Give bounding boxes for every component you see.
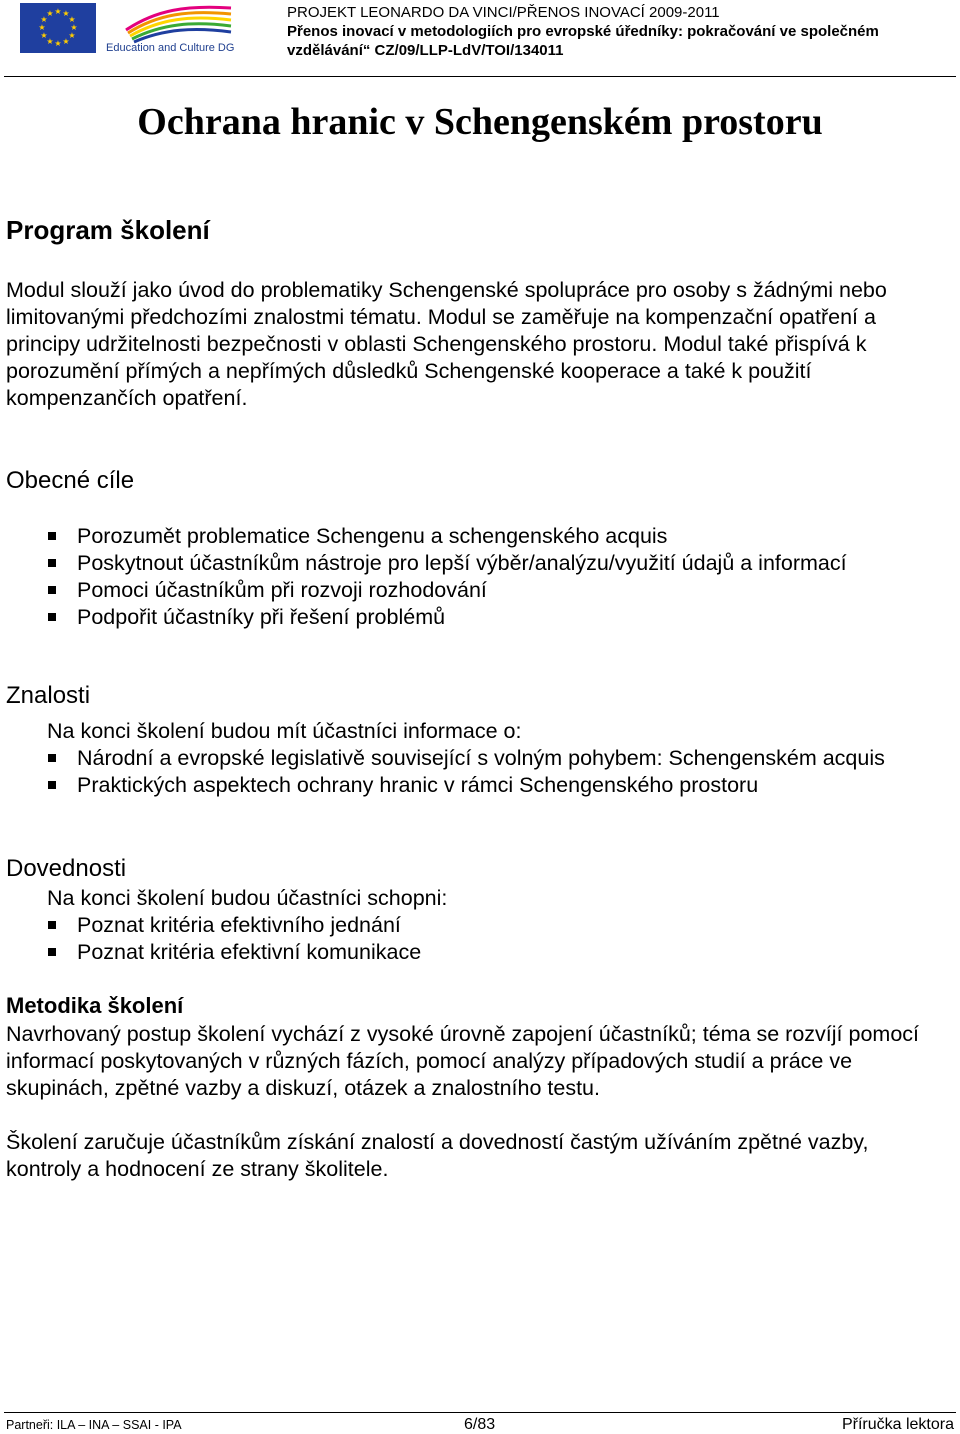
svg-text:★: ★ bbox=[54, 39, 62, 48]
list-item: Pomoci účastníkům při rozvoji rozhodování bbox=[47, 577, 947, 604]
footer-divider bbox=[4, 1412, 956, 1413]
method-heading: Metodika školení bbox=[6, 993, 184, 1018]
svg-text:★: ★ bbox=[70, 23, 78, 32]
knowledge-list bbox=[47, 745, 917, 799]
knowledge-lead: Na konci školení budou mít účastníci informace o: bbox=[47, 719, 522, 743]
svg-text:★: ★ bbox=[40, 15, 48, 24]
list-item: Národní a evropské legislativě související s volným pohybem: Schengenském acquis bbox=[47, 745, 917, 772]
method-text-1: Navrhovaný postup školení vychází z vysoké úrovně zapojení účastníků; téma se rozvíjí pomocí informací poskytovaných v různých fázích, pomocí analýzy případových studií a práce ve skupinách, zpětné vazby a diskuzí, otázek a znalostního testu. bbox=[6, 1022, 920, 1100]
method-text-2: Školení zaručuje účastníkům získání znalostí a dovedností častým užíváním zpětné vazby, kontroly a hodnocení ze strany školitele. bbox=[6, 1130, 869, 1181]
skills-heading: Dovednosti bbox=[6, 855, 127, 882]
list-item: Poznat kritéria efektivního jednání bbox=[47, 912, 917, 939]
program-text: Modul slouží jako úvod do problematiky Schengenské spolupráce pro osoby s žádnými nebo limitovanými předchozími znalostmi tématu. Modul se zaměřuje na kompenzační opatření a principy udržitelnosti bezpečnosti v oblasti Schengenského prostoru. Modul také přispívá k porozumění přímých a nepřímých důsledků Schengenské kooperace a také k použití kompenzančích opatření. bbox=[6, 278, 887, 410]
eu-flag-logo bbox=[20, 3, 96, 53]
list-item: Praktických aspektech ochrany hranic v rámci Schengenského prostoru bbox=[47, 772, 917, 799]
svg-text:★: ★ bbox=[68, 15, 76, 24]
svg-text:★: ★ bbox=[68, 31, 76, 40]
header-divider bbox=[4, 76, 956, 77]
project-header-text bbox=[287, 3, 957, 60]
svg-text:★: ★ bbox=[38, 23, 46, 32]
svg-text:★: ★ bbox=[46, 37, 54, 46]
footer-partners: Partneři: ILA – INA – SSAI - IPA bbox=[6, 1418, 182, 1432]
list-item: Poznat kritéria efektivní komunikace bbox=[47, 939, 917, 966]
svg-text:★: ★ bbox=[46, 9, 54, 18]
svg-text:★: ★ bbox=[62, 37, 70, 46]
page-header bbox=[0, 0, 960, 78]
knowledge-heading: Znalosti bbox=[6, 682, 91, 709]
svg-text:★: ★ bbox=[54, 7, 62, 16]
footer-doc-name: Příručka lektora bbox=[841, 1416, 954, 1433]
svg-text:★: ★ bbox=[40, 31, 48, 40]
list-item: Podpořit účastníky při řešení problémů bbox=[47, 604, 947, 631]
project-line-2: Přenos inovací v metodologiích pro evropské úředníky: pokračování ve společném bbox=[287, 23, 879, 40]
goals-list bbox=[47, 523, 947, 631]
skills-lead: Na konci školení budou účastníci schopni: bbox=[47, 886, 448, 910]
project-line-1: PROJEKT LEONARDO DA VINCI/PŘENOS INOVACÍ 2009-2011 bbox=[287, 4, 720, 21]
program-heading: Program školení bbox=[6, 215, 210, 245]
document-title: Ochrana hranic v Schengenském prostoru bbox=[137, 101, 823, 143]
skills-list bbox=[47, 912, 917, 966]
list-item: Porozumět problematice Schengenu a schengenského acquis bbox=[47, 523, 947, 550]
svg-text:★: ★ bbox=[62, 9, 70, 18]
project-line-3: vzdělávání“ CZ/09/LLP-LdV/TOI/134011 bbox=[287, 42, 564, 59]
logo-caption: Education and Culture DG bbox=[106, 42, 235, 54]
goals-heading: Obecné cíle bbox=[6, 467, 135, 494]
list-item: Poskytnout účastníkům nástroje pro lepší výběr/analýzu/využití údajů a informací bbox=[47, 550, 947, 577]
page-number: 6/83 bbox=[464, 1416, 496, 1433]
